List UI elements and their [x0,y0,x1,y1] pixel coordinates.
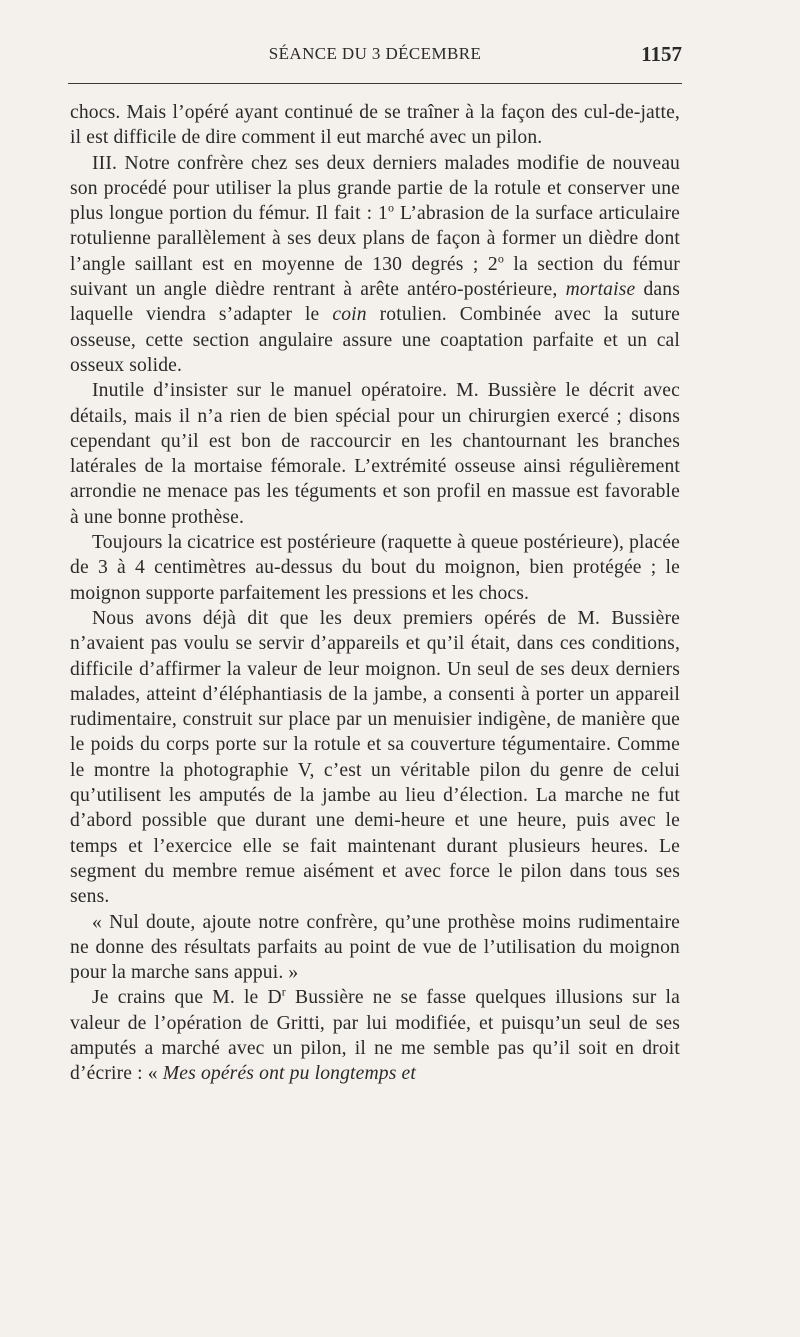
paragraph-2 [70,151,680,379]
paragraph-2-part-c: la section du fémur suivant un angle dièdre rentrant à arête antéro-postérieure, [70,253,680,301]
paragraph-7 [70,985,680,1086]
term-coin: coin [332,304,367,326]
header-rule [68,83,682,84]
paragraph-7-quote: Mes opérés ont pu longtemps et [162,1063,416,1085]
paragraph-1: chocs. Mais l’opéré ayant continué de se traîner à la façon des cul-de-jatte, il est difficile de dire comment il eut marché avec un pilon. [70,102,680,149]
paragraph-2-part-a: III. Notre confrère chez ses deux derniers malades modifie de nouveau son procédé pour utiliser la plus grande partie de la rotule et conserver une plus longue portion du fémur. Il fait : 1 [70,152,680,225]
superscript-second: o [497,251,504,266]
superscript-doctor: r [281,984,286,999]
running-title: SÉANCE DU 3 DÉCEMBRE [268,44,482,63]
paragraph-2-part-b: L’abrasion de la surface articulaire rotulienne parallèlement à ses deux plans de façon à former un dièdre dont l’angle saillant est en moyenne de 130 degrés ; 2 [70,203,680,275]
paragraph-7-part-b: Bussière ne se fasse quelques illusions sur la valeur de l’opération de Gritti, par lui modifiée, et puisqu’un seul de ses amputés a marché avec un pilon, il ne me semble pas qu’il soit en droit d’écrire : « [70,987,680,1085]
page-number: 1157 [641,42,682,66]
paragraph-2-part-g: rotulien. Combinée avec la suture osseuse, cette section angulaire assure une coaptation parfaite et un cal osseux solide. [70,304,680,376]
paragraph-2-part-e: dans laquelle viendra s’adapter le [70,279,680,326]
running-head [68,44,682,70]
term-mortaise: mortaise [565,279,636,301]
paragraph-5: Nous avons déjà dit que les deux premiers opérés de M. Bussière n’avaient pas voulu se servir d’appareils et qu’il était, dans ces conditions, difficile d’affirmer la valeur de leur moignon. Un seul de ses deux derniers malades, atteint d’éléphantiasis de la jambe, a consenti à porter un appareil rudimentaire, construit sur place par un menuisier indigène, de manière que le poids du corps porte sur la rotule et sa couverture tégumentaire. Comme le montre la photographie V, c’est un véritable pilon du genre de celui qu’utilisent les amputés de la jambe au lieu d’élection. La marche ne fut d’abord possible que durant une demi-heure et une heure, puis avec le temps et l’exercice elle se fait maintenant durant plusieurs heures. Le segment du membre remue aisément et avec force le pilon dans tous ses sens. [70,607,680,908]
paragraph-7-part-a: Je crains que M. le D [92,987,282,1009]
paragraph-6: « Nul doute, ajoute notre confrère, qu’une prothèse moins rudimentaire ne donne des résultats parfaits au point de vue de l’utilisation du moignon pour la marche sans appui. » [70,911,680,984]
paragraph-4: Toujours la cicatrice est postérieure (raquette à queue postérieure), placée de 3 à 4 centimètres au-dessus du bout du moignon, bien protégée ; le moignon supporte parfaitement les pressions et les chocs. [70,532,680,604]
paragraph-3: Inutile d’insister sur le manuel opératoire. M. Bussière le décrit avec détails, mais il n’a rien de bien spécial pour un chirurgien exercé ; disons cependant qu’il est bon de raccourcir en les chantournant les branches latérales de la mortaise fémorale. L’extrémité osseuse ainsi régulièrement arrondie ne menace pas les téguments et son profil en massue est favorable à une bonne prothèse. [70,380,680,528]
superscript-first: o [388,200,395,215]
body-text [70,100,680,1087]
